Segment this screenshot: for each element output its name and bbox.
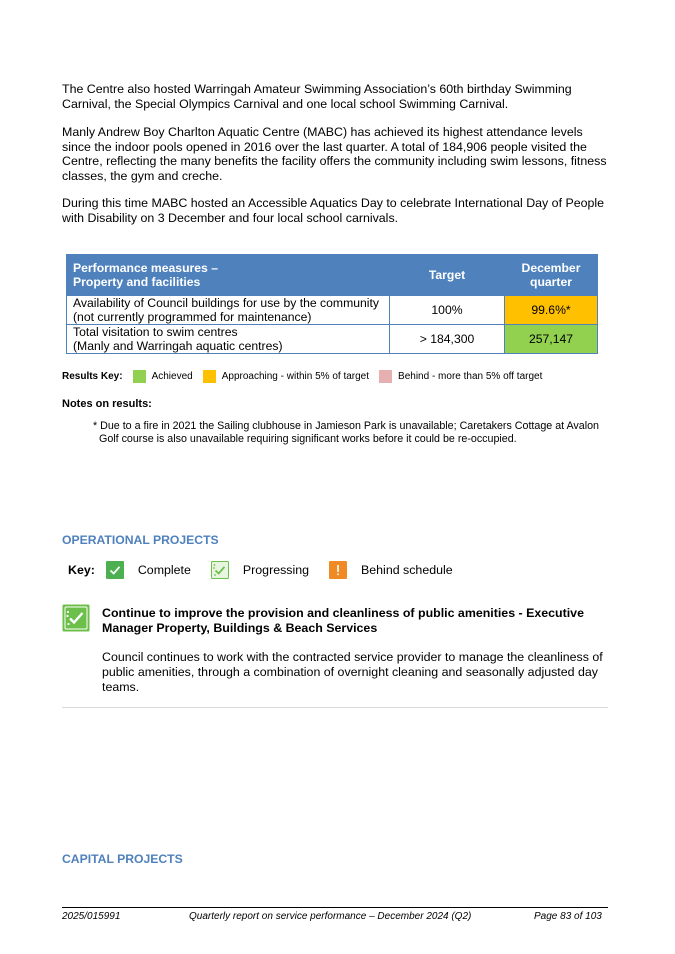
project-status-key bbox=[68, 561, 473, 579]
row-result: 99.6%* bbox=[505, 296, 598, 325]
header-december-quarter bbox=[505, 255, 598, 296]
row-measure-line2: (Manly and Warringah aquatic centres) bbox=[73, 339, 283, 353]
notes-title: Notes on results: bbox=[62, 398, 152, 410]
results-key-approaching bbox=[203, 370, 369, 383]
operational-projects-heading: OPERATIONAL PROJECTS bbox=[62, 533, 219, 547]
key-label: Key: bbox=[68, 563, 95, 577]
row-measure bbox=[67, 296, 390, 325]
header-target: Target bbox=[390, 255, 505, 296]
table-row bbox=[67, 325, 598, 354]
header-dec-line1: December bbox=[521, 260, 581, 275]
note-text: * Due to a fire in 2021 the Sailing clubhouse in Jamieson Park is unavailable; Caretakers Cottage at Avalon Golf course is also unavailable requiring significant works before it could be re-occupied. bbox=[93, 420, 599, 445]
table-header-row bbox=[67, 255, 598, 296]
row-measure-line2: (not currently programmed for maintenance) bbox=[73, 310, 312, 324]
header-measure-line1: Performance measures – bbox=[73, 260, 218, 275]
performance-measures-table bbox=[66, 254, 598, 354]
results-key-achieved bbox=[133, 370, 193, 383]
paragraph-mabc-attendance: Manly Andrew Boy Charlton Aquatic Centre (MABC) has achieved its highest attendance levels since the indoor pools opened in 2016 over the last quarter. A total of 184,906 people visited the Centre, reflecting the many benefits the facility offers the community including swim lessons, fitness classes, the gym and creche. bbox=[62, 125, 607, 183]
results-key-label: Results Key: bbox=[62, 371, 123, 382]
row-measure bbox=[67, 325, 390, 354]
project-description: Council continues to work with the contracted service provider to manage the cleanliness of public amenities, through a combination of overnight cleaning and seasonally adjusted day teams. bbox=[102, 650, 603, 694]
progressing-check-icon bbox=[62, 604, 90, 632]
row-target: > 184,300 bbox=[390, 325, 505, 354]
project-title: Continue to improve the provision and cleanliness of public amenities - Executive Manager Property, Buildings & Beach Services bbox=[102, 606, 584, 635]
paragraph-accessible-aquatics: During this time MABC hosted an Accessible Aquatics Day to celebrate International Day of People with Disability on 3 December and four local school carnivals. bbox=[62, 196, 605, 225]
complete-check-icon bbox=[106, 561, 124, 579]
row-measure-line1: Total visitation to swim centres bbox=[73, 325, 238, 339]
row-measure-line1: Availability of Council buildings for use by the community bbox=[73, 296, 379, 310]
row-target: 100% bbox=[390, 296, 505, 325]
results-key-behind bbox=[379, 370, 542, 383]
section-divider bbox=[62, 707, 608, 708]
footer-page-number: Page 83 of 103 bbox=[534, 911, 602, 922]
footer-title: Quarterly report on service performance – December 2024 (Q2) bbox=[189, 911, 472, 922]
achieved-label: Achieved bbox=[151, 371, 193, 382]
progressing-check-icon bbox=[211, 561, 229, 579]
capital-projects-heading: CAPITAL PROJECTS bbox=[62, 852, 183, 866]
header-dec-line2: quarter bbox=[530, 275, 572, 289]
header-measure bbox=[67, 255, 390, 296]
header-measure-line2: Property and facilities bbox=[73, 275, 201, 289]
achieved-swatch bbox=[133, 370, 146, 383]
behind-schedule-exclamation-icon bbox=[329, 561, 347, 579]
paragraph-carnivals: The Centre also hosted Warringah Amateur Swimming Association’s 60th birthday Swimming Carnival, the Special Olympics Carnival and one local school Swimming Carnival. bbox=[62, 82, 572, 111]
behind-label: Behind - more than 5% off target bbox=[398, 371, 543, 382]
key-behind-label: Behind schedule bbox=[361, 563, 453, 577]
key-complete-label: Complete bbox=[137, 563, 191, 577]
row-result: 257,147 bbox=[505, 325, 598, 354]
footer-rule bbox=[62, 907, 608, 908]
approaching-label: Approaching - within 5% of target bbox=[221, 371, 370, 382]
behind-swatch bbox=[379, 370, 392, 383]
approaching-swatch bbox=[203, 370, 216, 383]
key-progressing-label: Progressing bbox=[242, 563, 310, 577]
table-row bbox=[67, 296, 598, 325]
footer-doc-number: 2025/015991 bbox=[62, 911, 121, 922]
results-key bbox=[62, 370, 552, 383]
